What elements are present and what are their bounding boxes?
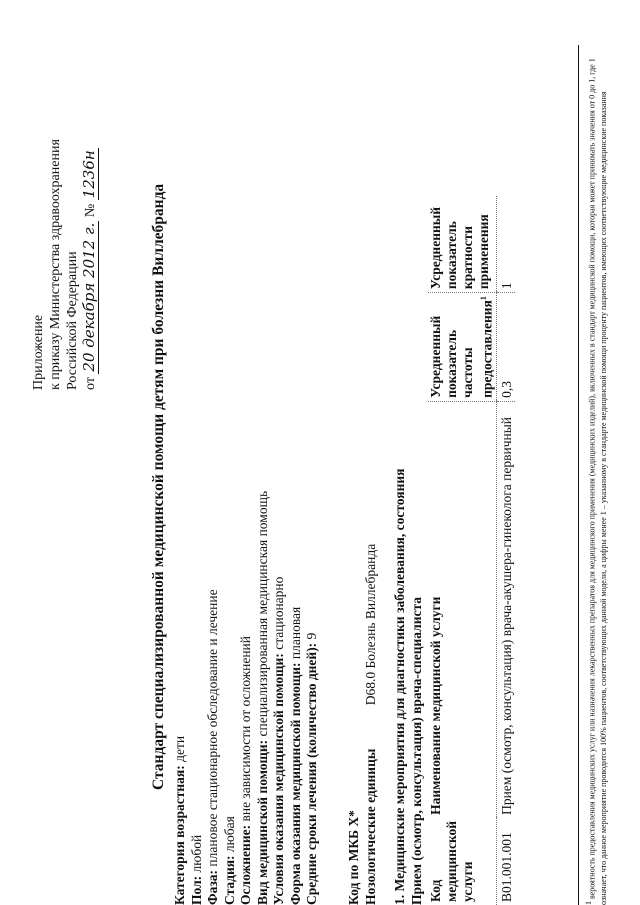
annex-line-2: к приказу Министерства здравоохранения <box>48 139 63 390</box>
icd-header: Код по МКБ X* <box>346 810 361 905</box>
date-prefix: от <box>83 377 98 390</box>
row-multiplicity: 1 <box>496 196 515 293</box>
standard-parameters <box>172 491 321 905</box>
document-title: Стандарт специализированной медицинской помощи детям при болезни Виллебранда <box>150 183 167 790</box>
header-frequency: Усредненный показатель частоты предоставления$^1$ <box>428 293 496 402</box>
annex-line-1: Приложение <box>31 314 46 390</box>
number-prefix: № <box>83 203 98 218</box>
header-name: Наименование медицинской услуги <box>428 596 443 815</box>
param-age-category: Категория возрастная: дети <box>172 735 187 905</box>
icd-code: D68.0 <box>363 671 378 706</box>
table-row <box>496 196 515 905</box>
section-title: 1. Медицинские мероприятия для диагностики заболевания, состояния <box>392 468 407 905</box>
icd-nosology-row <box>362 544 379 905</box>
services-table <box>428 196 515 905</box>
annex-date-line <box>81 139 99 390</box>
row-service-name: Прием (осмотр, консультация) врача-акушера-гинеколога первичный <box>496 401 515 818</box>
header-multiplicity: Усредненный показатель кратности применения <box>428 196 496 293</box>
annex-line-3: Российской Федерации <box>65 251 80 390</box>
param-phase: Фаза: плановое стационарное обследование и лечение <box>205 589 220 905</box>
section-1-header <box>392 469 425 905</box>
annex-header <box>30 139 99 390</box>
param-complication: Осложнение: вне зависимости от осложнений <box>238 636 253 905</box>
header-code: Код медицинской услуги <box>428 820 475 902</box>
footnote-mark: 1 <box>584 901 593 905</box>
section-subtitle: Прием (осмотр, консультация) врача-специалиста <box>408 596 424 905</box>
row-code: B01.001.001 <box>496 818 515 905</box>
param-sex: Пол: любой <box>188 834 204 905</box>
handwritten-number: 1236н <box>80 150 98 199</box>
icd-block <box>345 544 379 905</box>
footnote <box>578 45 609 905</box>
param-care-form: Форма оказания медицинской помощи: плановая <box>287 606 303 905</box>
param-treatment-duration: Средние сроки лечения (количество дней): 9 <box>304 632 319 905</box>
handwritten-date: 20 декабря 2012 г. <box>80 222 98 372</box>
nosology-label: Нозологические единицы <box>363 748 378 905</box>
param-care-conditions: Условия оказания медицинской помощи: стационарно <box>271 576 286 905</box>
param-care-type: Вид медицинской помощи: специализированная медицинская помощь <box>254 490 270 905</box>
icd-disease-name: Болезнь Виллебранда <box>363 543 378 669</box>
param-stage: Стадия: любая <box>221 816 237 905</box>
table-header-row <box>428 196 496 905</box>
row-frequency: 0,3 <box>496 293 515 402</box>
footnote-text: вероятность предоставления медицинских услуг или назначения лекарственных препаратов для медицинского применения (медицинских изделий), включенных в стандарт медицинской помощи, которая может принимать значения от 0 до 1, где 1 означает, что данное мероприятие проводится 100% пациентов, соответствующих данной модели, а цифры менее 1 – указанному в стандарте медицинской помощи проценту пациентов, имеющих соответствующие медицинские показания <box>587 58 608 905</box>
